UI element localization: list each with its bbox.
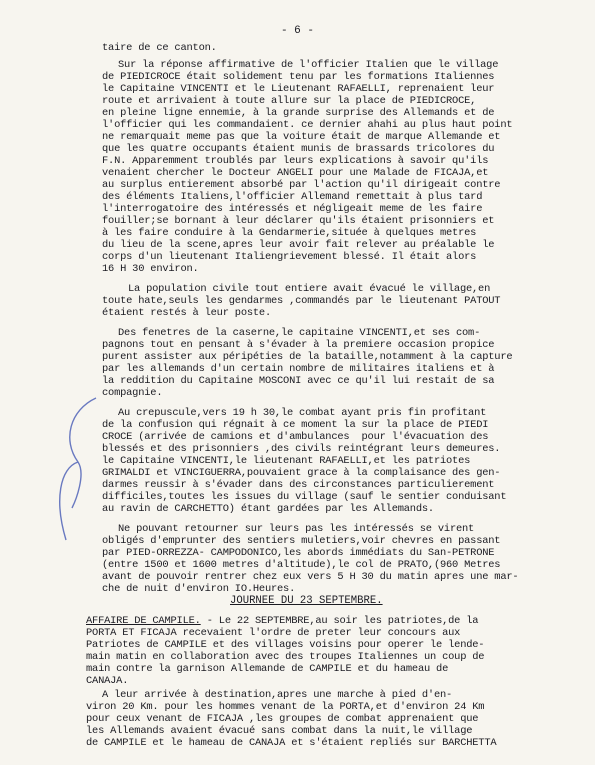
text-line: en pleine ligne ennemie, à la grande surprise des Allemands et de [102, 107, 495, 119]
text-line: corps d'un lieutenant Italiengrievement blessé. Il était alors [102, 251, 477, 263]
text-line: par PIED-ORREZZA- CAMPODONICO,les abords immédiats du San-PETRONE [102, 547, 495, 559]
text-line: de CAMPILE et le hameau de CANAJA et s'étaient repliés sur BARCHETTA [86, 737, 497, 749]
text-line: le Capitaine VINCENTI,le lieutenant RAFAELLI,et les patriotes [102, 455, 471, 467]
text-line: route et arrivaient à toute allure sur la place de PIEDICROCE, [102, 95, 477, 107]
text-line: Au crepuscule,vers 19 h 30,le combat ayant pris fin profitant [118, 407, 487, 419]
text-line: main contre la garnison Allemande de CAMPILE et du hameau de [86, 663, 449, 675]
text-line: CANAJA. [86, 675, 129, 687]
text-line: viron 20 Km. pour les hommes venant de la PORTA,et d'environ 24 Km [86, 701, 485, 713]
text-line: CROCE (arrivée de camions et d'ambulances pour l'évacuation des [102, 431, 489, 443]
text-line: pagnons tout en pensant à s'évader à la premiere occasion propice [102, 339, 495, 351]
text-line: blessés et des prisonniers ,des civils reintégrant leurs demeures. [102, 443, 501, 455]
text-line: La population civile tout entiere avait évacué le village,en [128, 283, 491, 295]
section-heading-journee: JOURNEE DU 23 SEPTEMBRE. [230, 595, 383, 607]
text-line: GRIMALDI et VINCIGUERRA,pouvaient grace à la complaisance des gen- [102, 467, 501, 479]
text-line: venaient chercher le Docteur ANGELI pour une Malade de FICAJA,et [102, 167, 489, 179]
text-line: A leur arrivée à destination,apres une marche à pied d'en- [102, 689, 453, 701]
text-line: avant de pouvoir rentrer chez eux vers 5 H 30 du matin apres une mar- [102, 571, 519, 583]
text-line: toute hate,seuls les gendarmes ,commandés par le lieutenant PATOUT [102, 295, 501, 307]
text-line: à les faire conduire à la Gendarmerie,située à quelques metres [102, 227, 477, 239]
text-line: Des fenetres de la caserne,le capitaine VINCENTI,et ses com- [118, 327, 481, 339]
text-line: (entre 1500 et 1600 metres d'altitude),le col de PRATO,(960 Metres [102, 559, 501, 571]
text-line: compagnie. [102, 387, 163, 399]
text-line: ne remarquait meme pas que la voiture était de marque Allemande et [102, 131, 501, 143]
text-line: l'officier qui les commandaient. ce dernier ahahi au plus haut point [102, 119, 513, 131]
text-line: che de nuit d'environ IO.Heures. [102, 583, 296, 595]
text-line: au ravin de CARCHETTO) étant gardées par les Allemands. [102, 503, 434, 515]
text-line: taire de ce canton. [102, 42, 217, 54]
text-line: au surplus entierement absorbé par l'action qu'il dirigeait contre [102, 179, 501, 191]
text-line: Ne pouvant retourner sur leurs pas les intéressés se virent [118, 523, 475, 535]
affaire-first-line-text: - Le 22 SEPTEMBRE,au soir les patriotes,de la [206, 615, 479, 627]
text-line: obligés d'emprunter des sentiers muletiers,voir chevres en passant [102, 535, 501, 547]
affaire-title: AFFAIRE DE CAMPILE. [86, 615, 201, 627]
text-line: l'interrogatoire des intéressés et négligeait meme de les faire [102, 203, 483, 215]
text-line: du lieu de la scene,apres leur avoir fait relever au préalable le [102, 239, 495, 251]
text-line: 16 H 30 environ. [102, 263, 199, 275]
text-line: pour ceux venant de FICAJA ,les groupes de combat apprenaient que [86, 713, 479, 725]
text-line: que les quatre occupants étaient munis de brassards tricolores du [102, 143, 495, 155]
text-line: étaient restés à leur poste. [102, 307, 271, 319]
text-line: PORTA ET FICAJA recevaient l'ordre de preter leur concours aux [86, 627, 461, 639]
text-line: de PIEDICROCE était solidement tenu par les formations Italiennes [102, 71, 495, 83]
text-line: les Allemands avaient évacué sans combat dans la nuit,le village [86, 725, 473, 737]
text-line: main matin en collaboration avec des troupes Italiennes un coup de [86, 651, 485, 663]
text-line: darmes reussir à s'évader dans des circonstances particulierement [102, 479, 495, 491]
text-line: purent assister aux péripéties de la bataille,notamment à la capture [102, 351, 513, 363]
text-line: par les allemands d'un certain nombre de militaires italiens et à [102, 363, 495, 375]
text-line: de la confusion qui régnait à ce moment la sur la place de PIEDI [102, 419, 489, 431]
text-line: F.N. Apparemment troublés par leurs explications à savoir qu'ils [102, 155, 489, 167]
text-line: le Capitaine VINCENTI et le Lieutenant RAFAELLI, reprenaient leur [102, 83, 495, 95]
text-line: des éléments Italiens,l'officier Allemand remettait à plus tard [102, 191, 483, 203]
text-line: fouiller;se bornant à leur déclarer qu'ils étaient prisonniers et [102, 215, 495, 227]
text-line: difficiles,toutes les issues du village (sauf le sentier conduisant [102, 491, 507, 503]
page-number: - 6 - [280, 25, 314, 37]
text-line: Patriotes de CAMPILE et des villages voisins pour operer le lende- [86, 639, 485, 651]
text-line: la reddition du Capitaine MOSCONI avec ce qu'il lui restait de sa [102, 375, 495, 387]
text-line: Sur la réponse affirmative de l'officier Italien que le village [118, 59, 499, 71]
